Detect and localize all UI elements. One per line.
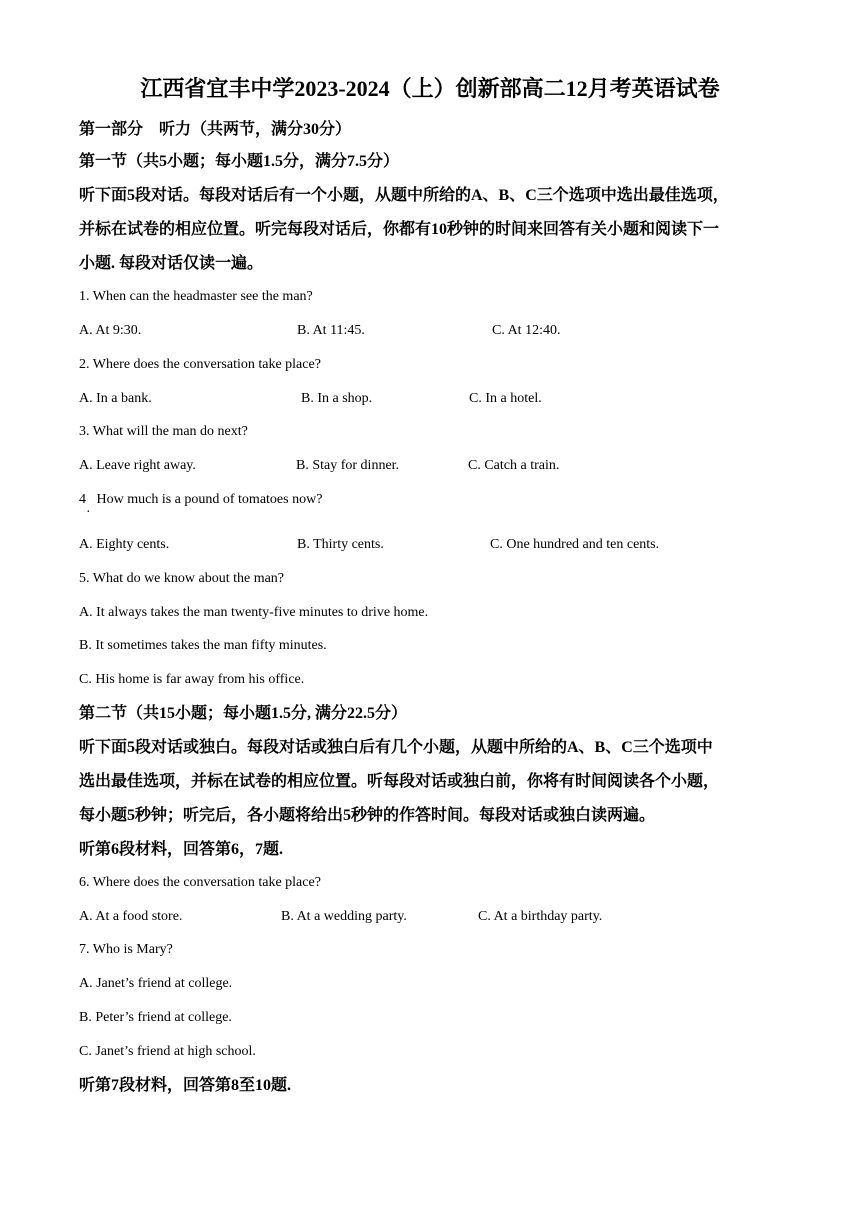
question-2-option-a: A. In a bank. (79, 391, 152, 406)
question-3-stem: 3. What will the man do next? (79, 424, 248, 439)
question-1-stem: 1. When can the headmaster see the man? (79, 289, 313, 304)
question-4-option-b: B. Thirty cents. (297, 537, 384, 552)
question-6-option-c: C. At a birthday party. (478, 909, 603, 924)
question-4-option-a: A. Eighty cents. (79, 537, 170, 552)
question-3-option-c: C. Catch a train. (468, 458, 560, 473)
question-7-option-b: B. Peter’s friend at college. (79, 1010, 232, 1025)
section1-heading: 第一节（共5小题；每小题1.5分，满分7.5分） (79, 153, 400, 170)
question-6-option-a: A. At a food store. (79, 909, 183, 924)
question-5-stem: 5. What do we know about the man? (79, 571, 285, 586)
question-4-number-dot: · (86, 505, 91, 520)
question-1-option-a: A. At 9:30. (79, 323, 142, 338)
material-7-heading: 听第7段材料，回答第8至10题. (79, 1077, 292, 1094)
question-5-option-a: A. It always takes the man twenty-five minutes to drive home. (79, 605, 429, 620)
section2-instruction-line-1: 听下面5段对话或独白。每段对话或独白后有几个小题，从题中所给的A、B、C三个选项中 (79, 739, 713, 756)
question-3-option-a: A. Leave right away. (79, 458, 196, 473)
question-7-stem: 7. Who is Mary? (79, 942, 173, 957)
section2-instruction-line-3: 每小题5秒钟；听完后，各小题将给出5秒钟的作答时间。每段对话或独白读两遍。 (79, 807, 656, 824)
exam-title: 江西省宜丰中学2023-2024（上）创新部高二12月考英语试卷 (140, 76, 720, 101)
section2-instruction-line-2: 选出最佳选项，并标在试卷的相应位置。听每段对话或独白前，你将有时间阅读各个小题， (79, 773, 720, 790)
question-5-option-c: C. His home is far away from his office. (79, 672, 305, 687)
section2-heading: 第二节（共15小题；每小题1.5分, 满分22.5分） (79, 705, 408, 722)
question-2-option-c: C. In a hotel. (469, 391, 542, 406)
question-7-option-a: A. Janet’s friend at college. (79, 976, 233, 991)
section1-instruction-line-2: 并标在试卷的相应位置。听完每段对话后，你都有10秒钟的时间来回答有关小题和阅读下一 (79, 221, 720, 238)
question-4-option-c: C. One hundred and ten cents. (490, 537, 660, 552)
question-4-stem: 4 How much is a pound of tomatoes now? (79, 492, 323, 507)
section1-instruction-line-1: 听下面5段对话。每段对话后有一个小题，从题中所给的A、B、C三个选项中选出最佳选项， (79, 187, 729, 204)
question-6-option-b: B. At a wedding party. (281, 909, 407, 924)
question-7-option-c: C. Janet’s friend at high school. (79, 1044, 256, 1059)
question-1-option-b: B. At 11:45. (297, 323, 365, 338)
question-3-option-b: B. Stay for dinner. (296, 458, 400, 473)
material-6-heading: 听第6段材料，回答第6，7题. (79, 841, 284, 858)
part1-heading: 第一部分 听力（共两节，满分30分） (79, 121, 352, 138)
section1-instruction-line-3: 小题. 每段对话仅读一遍。 (79, 255, 264, 272)
question-1-option-c: C. At 12:40. (492, 323, 561, 338)
question-2-stem: 2. Where does the conversation take place? (79, 357, 321, 372)
question-2-option-b: B. In a shop. (301, 391, 373, 406)
question-6-stem: 6. Where does the conversation take place? (79, 875, 321, 890)
question-5-option-b: B. It sometimes takes the man fifty minutes. (79, 638, 327, 653)
